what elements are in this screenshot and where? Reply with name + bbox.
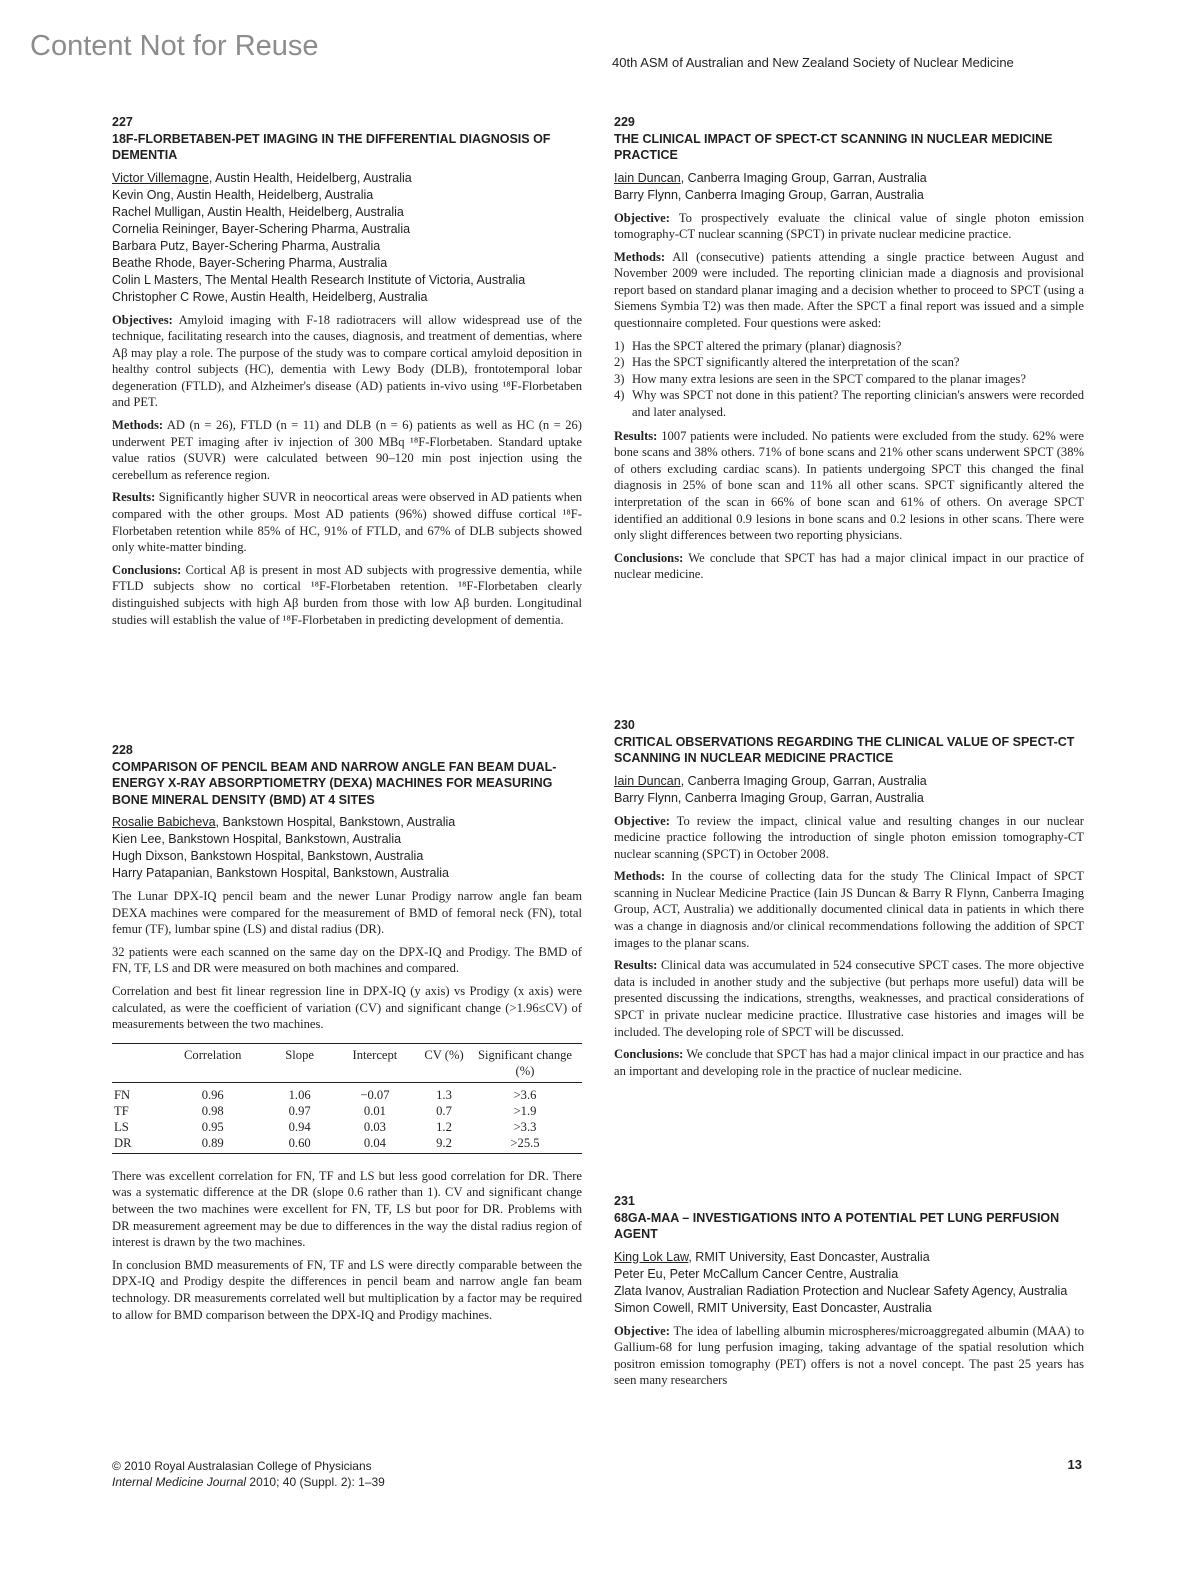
table-row [112, 1135, 582, 1154]
author-list [112, 170, 582, 306]
section-text: All (consecutive) patients attending a single practice between August and November 2009 were included. The reporting clinician made a diagnosis and provisional report based on standard planar imaging and a decision whether to proceed to SPCT (using a Siemens Symbia T2) was then made. After the SPCT a final report was issued and a simple questionnaire completed. Four questions were asked: [614, 249, 1084, 331]
abstract-title: COMPARISON OF PENCIL BEAM AND NARROW ANGLE FAN BEAM DUAL-ENERGY X-RAY ABSORPTIOMETRY (DEXA) MACHINES FOR MEASURING BONE MINERAL DENSITY (BMD) AT 4 SITES [112, 759, 557, 807]
section-text: 1007 patients were included. No patients were excluded from the study. 62% were bone scans and 38% others. 71% of bone scans and 21% other scans underwent SPCT (38% of others excluding cardiac scans). In patients undergoing SPCT this changed the final diagnosis in 25% of bone scan and 11% all other scans. SPCT significantly altered the interpretation of the scan in 66% of bone scan and 61% of others. On average SPCT identified an additional 0.9 lesions in bone scans and 0.2 lesions in other scans. There were only slight differences between two reporting physicians. [614, 428, 1084, 543]
abstract-title: 18F-FLORBETABEN-PET IMAGING IN THE DIFFERENTIAL DIAGNOSIS OF DEMENTIA [112, 131, 551, 162]
results-paragraph [614, 428, 1084, 544]
methods-paragraph [614, 868, 1084, 951]
abstract-title: 68GA-MAA – INVESTIGATIONS INTO A POTENTIAL PET LUNG PERFUSION AGENT [614, 1210, 1060, 1241]
section-label: Objective: [614, 813, 670, 828]
objectives-paragraph [112, 312, 582, 412]
journal-name: Internal Medicine Journal [112, 1475, 247, 1489]
abstract-227 [112, 114, 582, 634]
table-cell: 9.2 [436, 1135, 452, 1150]
results-paragraph [614, 957, 1084, 1040]
table-cell: −0.07 [360, 1087, 390, 1102]
abstract-228 [112, 742, 582, 1329]
table-cell: >1.9 [513, 1103, 537, 1118]
conclusions-paragraph [112, 562, 582, 628]
list-number: 4) [614, 388, 625, 403]
section-text: Clinical data was accumulated in 524 consecutive SPCT cases. The more objective data is included in another study and the subjective (but perhaps more useful) data will be presented discussing the indications, strengths, weaknesses, and practical considerations of SPCT in private nuclear medicine practice. Illustrative case histories and images will be included. The developing role of SPCT will be discussed. [614, 958, 1084, 1039]
section-text: Cortical Aβ is present in most AD subjects with progressive dementia, while FTLD subjects show no cortical ¹⁸F-Florbetaben retention. ¹⁸F-Florbetaben clearly distinguished subjects with high Aβ burden from those with low Aβ burden. Longitudinal studies will establish the value of ¹⁸F-Florbetaben in predicting development of dementia. [112, 562, 582, 627]
author: Hugh Dixson, Bankstown Hospital, Bankstown, Australia [112, 849, 424, 863]
list-text: Has the SPCT significantly altered the interpretation of the scan? [632, 355, 960, 370]
table-cell: DR [114, 1135, 132, 1150]
conclusions-paragraph [614, 1046, 1084, 1079]
conclusions-paragraph [614, 550, 1084, 583]
author: Zlata Ivanov, Australian Radiation Protection and Nuclear Safety Agency, Australia [614, 1283, 1068, 1298]
results-paragraph [112, 489, 582, 555]
table-row [112, 1082, 582, 1103]
abstract-number: 227 [112, 115, 133, 129]
list-item [614, 371, 1084, 388]
author: Harry Patapanian, Bankstown Hospital, Bankstown, Australia [112, 866, 449, 880]
table-cell: 0.04 [363, 1135, 386, 1150]
author: Colin L Masters, The Mental Health Research Institute of Victoria, Australia [112, 272, 526, 287]
presenter-affiliation: , Austin Health, Heidelberg, Australia [208, 170, 412, 185]
presenter-name: Victor Villemagne [112, 170, 209, 185]
section-label: Methods: [112, 418, 164, 433]
page-footer [112, 1458, 385, 1490]
body-paragraph: In conclusion BMD measurements of FN, TF and LS were directly comparable between the DPX-IQ and Prodigy despite the differences in pencil beam and narrow angle fan beam technology. DR measurements correlated well but multiplication by a factor may be required to allow for BMD comparison between the DPX-IQ and Prodigy machines. [112, 1257, 582, 1322]
watermark: Content Not for Reuse [30, 30, 319, 62]
section-label: Objectives: [112, 312, 173, 327]
author: Peter Eu, Peter McCallum Cancer Centre, Australia [614, 1266, 899, 1281]
presenting-author [112, 170, 582, 187]
author-list [614, 170, 1084, 204]
section-label: Results: [614, 428, 658, 443]
table-cell: >3.6 [513, 1087, 537, 1102]
author-list [614, 1249, 1084, 1317]
table-cell: 0.94 [288, 1119, 311, 1134]
section-text: In the course of collecting data for the study The Clinical Impact of SPCT scanning in Nuclear Medicine Practice (Iain JS Duncan & Barry R Flynn, Canberra Imaging Group, ACT, Australia) we additionally documented clinical data in patients in which there was a change in diagnosis and/or clinical recommendations following the addition of SPCT images to the planar scans. [614, 869, 1084, 950]
body-paragraph: The Lunar DPX-IQ pencil beam and the newer Lunar Prodigy narrow angle fan beam DEXA machines were compared for the measurement of BMD of femoral neck (FN), total femur (TF), lumbar spine (LS) and distal radius (DR). [112, 889, 582, 937]
section-label: Conclusions: [614, 1047, 684, 1062]
section-text: We conclude that SPCT has had a major clinical impact in our practice and has an important and developing role in the practice of nuclear medicine. [614, 1047, 1084, 1078]
body-paragraph: Correlation and best fit linear regression line in DPX-IQ (y axis) vs Prodigy (x axis) were calculated, as were the coefficient of variation (CV) and significant change (>1.96≤CV) of measurements between the two machines. [112, 983, 582, 1032]
table-header-cell: Slope [285, 1047, 314, 1062]
running-head: 40th ASM of Australian and New Zealand Society of Nuclear Medicine [612, 55, 1014, 70]
table-row [112, 1119, 582, 1135]
presenting-author [614, 1249, 1084, 1266]
author: Rachel Mulligan, Austin Health, Heidelberg, Australia [112, 204, 404, 219]
table-header-cell: Significant change (%) [477, 1047, 573, 1078]
presenter-affiliation: , Bankstown Hospital, Bankstown, Australia [215, 815, 456, 829]
section-label: Results: [112, 490, 156, 505]
table-cell: 1.06 [288, 1087, 311, 1102]
section-text: The idea of labelling albumin microspheres/microaggregated albumin (MAA) to Gallium-68 for lung perfusion imaging, taking advantage of the spatial resolution which positron emission tomography (PET) offers is not a novel concept. The past 25 years has seen many researchers [614, 1323, 1084, 1388]
presenting-author [614, 170, 1084, 187]
table-cell: 1.2 [436, 1119, 452, 1134]
table-cell: >3.3 [513, 1119, 537, 1134]
body-paragraph: 32 patients were each scanned on the same day on the DPX-IQ and Prodigy. The BMD of FN, TF, LS and DR were measured on both machines and compared. [112, 944, 582, 976]
section-label: Objective: [614, 210, 670, 225]
presenting-author [112, 814, 582, 831]
author: Barry Flynn, Canberra Imaging Group, Garran, Australia [614, 187, 924, 202]
author: Kien Lee, Bankstown Hospital, Bankstown, Australia [112, 832, 402, 846]
table-cell: 1.3 [436, 1087, 452, 1102]
section-label: Methods: [614, 869, 666, 884]
list-item [614, 387, 1084, 420]
author-list [614, 773, 1084, 807]
section-label: Results: [614, 958, 658, 973]
copyright-notice: © 2010 Royal Australasian College of Physicians [112, 1459, 372, 1473]
table-cell: FN [114, 1087, 131, 1102]
table-cell: LS [114, 1119, 129, 1134]
table-cell: 0.96 [201, 1087, 224, 1102]
objective-paragraph [614, 1323, 1084, 1389]
dexa-comparison-table [112, 1043, 582, 1154]
abstract-number: 231 [614, 1194, 635, 1208]
list-number: 1) [614, 338, 625, 353]
list-number: 2) [614, 355, 625, 370]
abstract-title: THE CLINICAL IMPACT OF SPECT-CT SCANNING IN NUCLEAR MEDICINE PRACTICE [614, 131, 1053, 162]
presenter-name: Iain Duncan [614, 773, 681, 788]
author: Beathe Rhode, Bayer-Schering Pharma, Australia [112, 255, 388, 270]
table-cell: TF [114, 1103, 129, 1118]
objective-paragraph [614, 813, 1084, 863]
section-text: We conclude that SPCT has had a major clinical impact in our practice of nuclear medicine. [614, 550, 1084, 582]
presenter-affiliation: , RMIT University, East Doncaster, Australia [688, 1249, 930, 1264]
list-item [614, 338, 1084, 355]
author: Kevin Ong, Austin Health, Heidelberg, Australia [112, 187, 374, 202]
page-number: 13 [1067, 1457, 1082, 1472]
table-cell: 0.95 [201, 1119, 224, 1134]
table-cell: 0.89 [201, 1135, 224, 1150]
author: Cornelia Reininger, Bayer-Schering Pharma, Australia [112, 221, 411, 236]
table-cell: 0.01 [363, 1103, 386, 1118]
list-text: Why was SPCT not done in this patient? The reporting clinician's answers were recorded and later analysed. [632, 388, 1084, 420]
list-item [614, 354, 1084, 371]
abstract-230 [614, 717, 1084, 1085]
methods-paragraph [614, 249, 1084, 332]
author: Christopher C Rowe, Austin Health, Heidelberg, Australia [112, 289, 428, 304]
section-label: Objective: [614, 1323, 670, 1338]
methods-paragraph [112, 417, 582, 483]
table-cell: 0.98 [201, 1103, 224, 1118]
section-text: Significantly higher SUVR in neocortical areas were observed in AD patients when compared with the other groups. Most AD patients (96%) showed diffuse cortical ¹⁸F-Florbetaben retention while 85% of HC, 91% of FTLD, and 67% of DLB subjects showed only white-matter binding. [112, 490, 582, 555]
body-paragraph: There was excellent correlation for FN, TF and LS but less good correlation for DR. There was a systematic difference at the DR (slope 0.6 rather than 1). CV and significant change between the two machines were excellent for FN, TF, LS but poor for DR. Problems with DR measurement agreement may be due to differences in the way the distal radius region of interest is drawn by the two machines. [112, 1168, 582, 1250]
citation-details: 2010; 40 (Suppl. 2): 1–39 [246, 1475, 385, 1489]
table-row [112, 1103, 582, 1119]
section-label: Conclusions: [112, 562, 182, 577]
presenter-name: King Lok Law [614, 1249, 689, 1264]
section-text: To prospectively evaluate the clinical value of single photon emission tomography-CT nuclear scanning (SPCT) in private nuclear medicine practice. [614, 210, 1084, 242]
section-label: Conclusions: [614, 550, 684, 565]
table-cell: >25.5 [510, 1135, 540, 1150]
abstract-231 [614, 1193, 1084, 1395]
table-header-row [112, 1043, 582, 1082]
section-label: Methods: [614, 249, 666, 264]
abstract-number: 228 [112, 743, 133, 757]
section-text: Amyloid imaging with F-18 radiotracers will allow widespread use of the technique, facilitating research into the causes, diagnosis, and treatment of dementias, where Aβ may play a role. The purpose of the study was to compare cortical amyloid deposition in healthy control subjects (HC), dementia with Lewy Body (DLB), frontotemporal lobar degeneration (FTLD), and Alzheimer's disease (AD) patients in-vivo using ¹⁸F-Florbetaben and PET. [112, 312, 582, 410]
table-header-cell: Correlation [184, 1047, 242, 1062]
table-cell: 0.7 [436, 1103, 452, 1118]
section-text: AD (n = 26), FTLD (n = 11) and DLB (n = 6) patients as well as HC (n = 26) underwent PET imaging after iv injection of 300 MBq ¹⁸F-Florbetaben. Standard uptake value ratios (SUVR) were calculated between 90–120 min post injection using the cerebellum as reference region. [112, 418, 582, 482]
table-cell: 0.03 [363, 1119, 386, 1134]
objective-paragraph [614, 210, 1084, 243]
table-header-cell: CV (%) [424, 1047, 464, 1062]
author: Barry Flynn, Canberra Imaging Group, Garran, Australia [614, 790, 924, 805]
abstract-number: 230 [614, 718, 635, 732]
author: Simon Cowell, RMIT University, East Doncaster, Australia [614, 1300, 932, 1315]
author: Barbara Putz, Bayer-Schering Pharma, Australia [112, 238, 381, 253]
section-text: To review the impact, clinical value and resulting changes in our nuclear medicine practice following the introduction of single photon emission tomography-CT nuclear scanning (SPCT) in October 2008. [614, 813, 1084, 861]
table-header-cell: Intercept [352, 1047, 398, 1062]
list-text: How many extra lesions are seen in the SPCT compared to the planar images? [632, 371, 1026, 386]
abstract-title: CRITICAL OBSERVATIONS REGARDING THE CLINICAL VALUE OF SPECT-CT SCANNING IN NUCLEAR MEDICINE PRACTICE [614, 734, 1075, 765]
table-header-cell [112, 1043, 156, 1082]
question-list [614, 338, 1084, 421]
presenter-affiliation: , Canberra Imaging Group, Garran, Australia [680, 170, 927, 185]
presenter-name: Iain Duncan [614, 170, 681, 185]
presenter-affiliation: , Canberra Imaging Group, Garran, Australia [680, 773, 927, 788]
list-text: Has the SPCT altered the primary (planar) diagnosis? [632, 338, 902, 353]
table-cell: 0.60 [288, 1135, 311, 1150]
presenter-name: Rosalie Babicheva [112, 815, 216, 829]
abstract-229 [614, 114, 1084, 589]
abstract-number: 229 [614, 115, 635, 129]
table-cell: 0.97 [288, 1103, 311, 1118]
author-list [112, 814, 582, 882]
presenting-author [614, 773, 1084, 790]
journal-citation [112, 1474, 385, 1490]
list-number: 3) [614, 371, 625, 386]
